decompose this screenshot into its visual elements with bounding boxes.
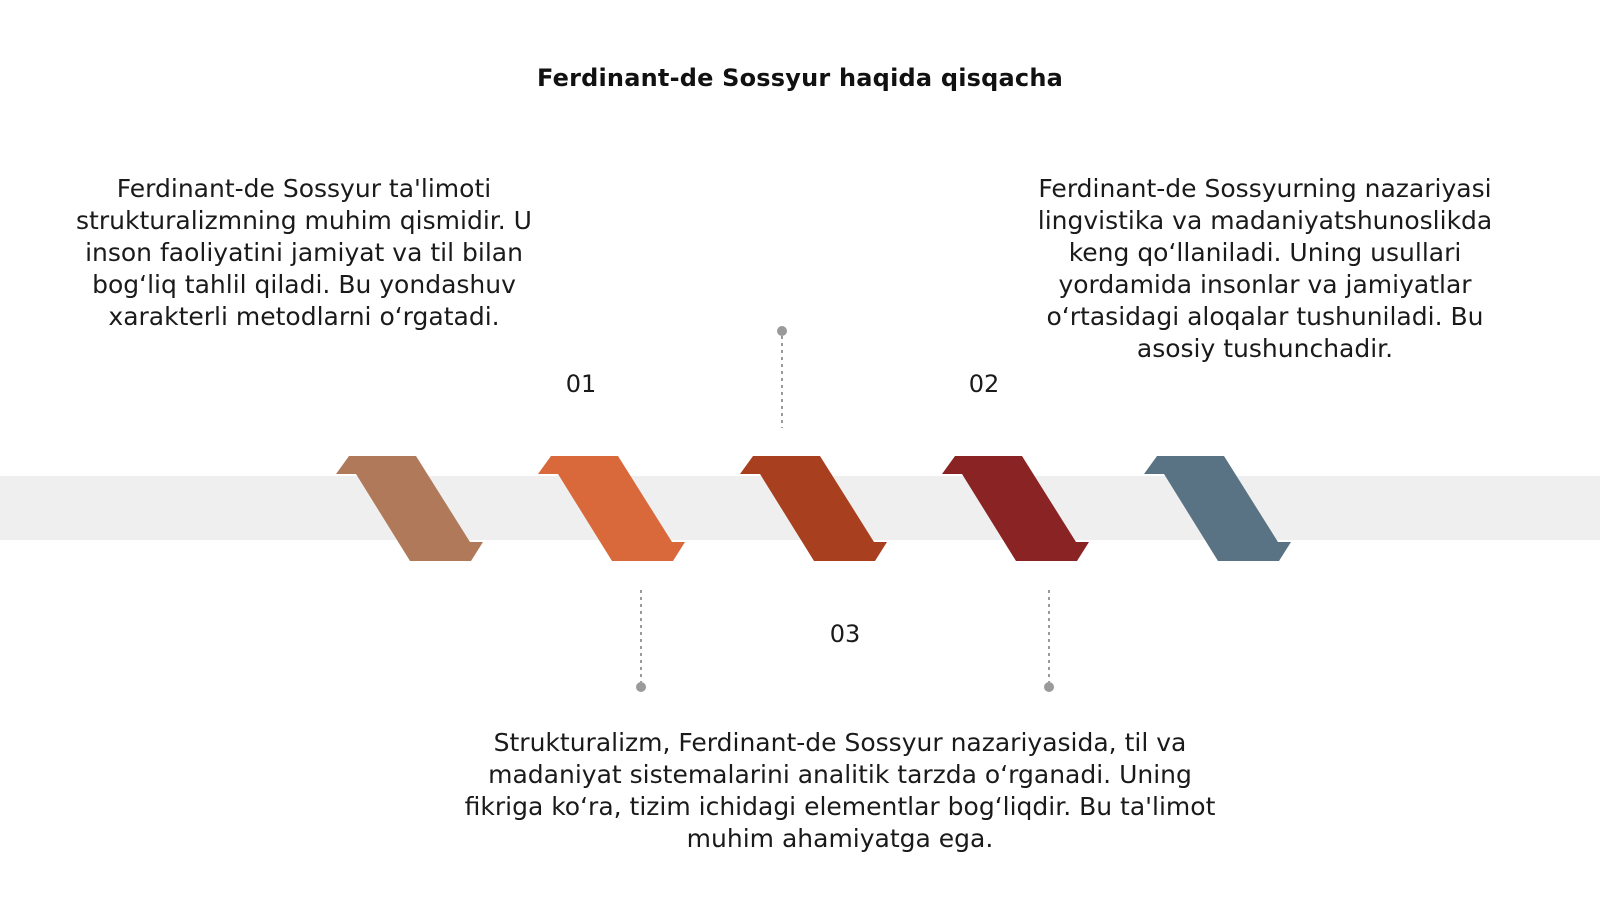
step-1-text: Ferdinant-de Sossyur ta'limoti strukturalizmning muhim qismidir. U inson faoliyatini jamiyat va til bilan bog‘liq tahlil qiladi. Bu yondashuv xarakterli metodlarni o‘rgatadi. (76, 174, 532, 331)
step-3-text: Strukturalizm, Ferdinant-de Sossyur nazariyasida, til va madaniyat sistemalarini analitik tarzda o‘rganadi. Uning fikriga ko‘ra, tizim ichidagi elementlar bog‘liqdir. Bu ta'limot muhim ahamiyatga ega. (464, 728, 1216, 853)
chevron-3 (740, 456, 887, 561)
chevron-2 (538, 456, 685, 561)
slide-title: Ferdinant-de Sossyur haqida qisqacha (536, 64, 1063, 92)
chevron-4 (942, 456, 1089, 561)
step-1-number: 01 (565, 370, 597, 398)
step-3-number: 03 (829, 620, 861, 648)
chevron-1 (336, 456, 483, 561)
chevron-5 (1144, 456, 1291, 561)
step-2-number: 02 (968, 370, 1000, 398)
step-2-text: Ferdinant-de Sossyurning nazariyasi lingvistika va madaniyatshunoslikda keng qo‘llaniladi. Uning usullari yordamida insonlar va jamiyatlar o‘rtasidagi aloqalar tushuniladi. Bu asosiy tushunchadir. (1037, 174, 1493, 363)
